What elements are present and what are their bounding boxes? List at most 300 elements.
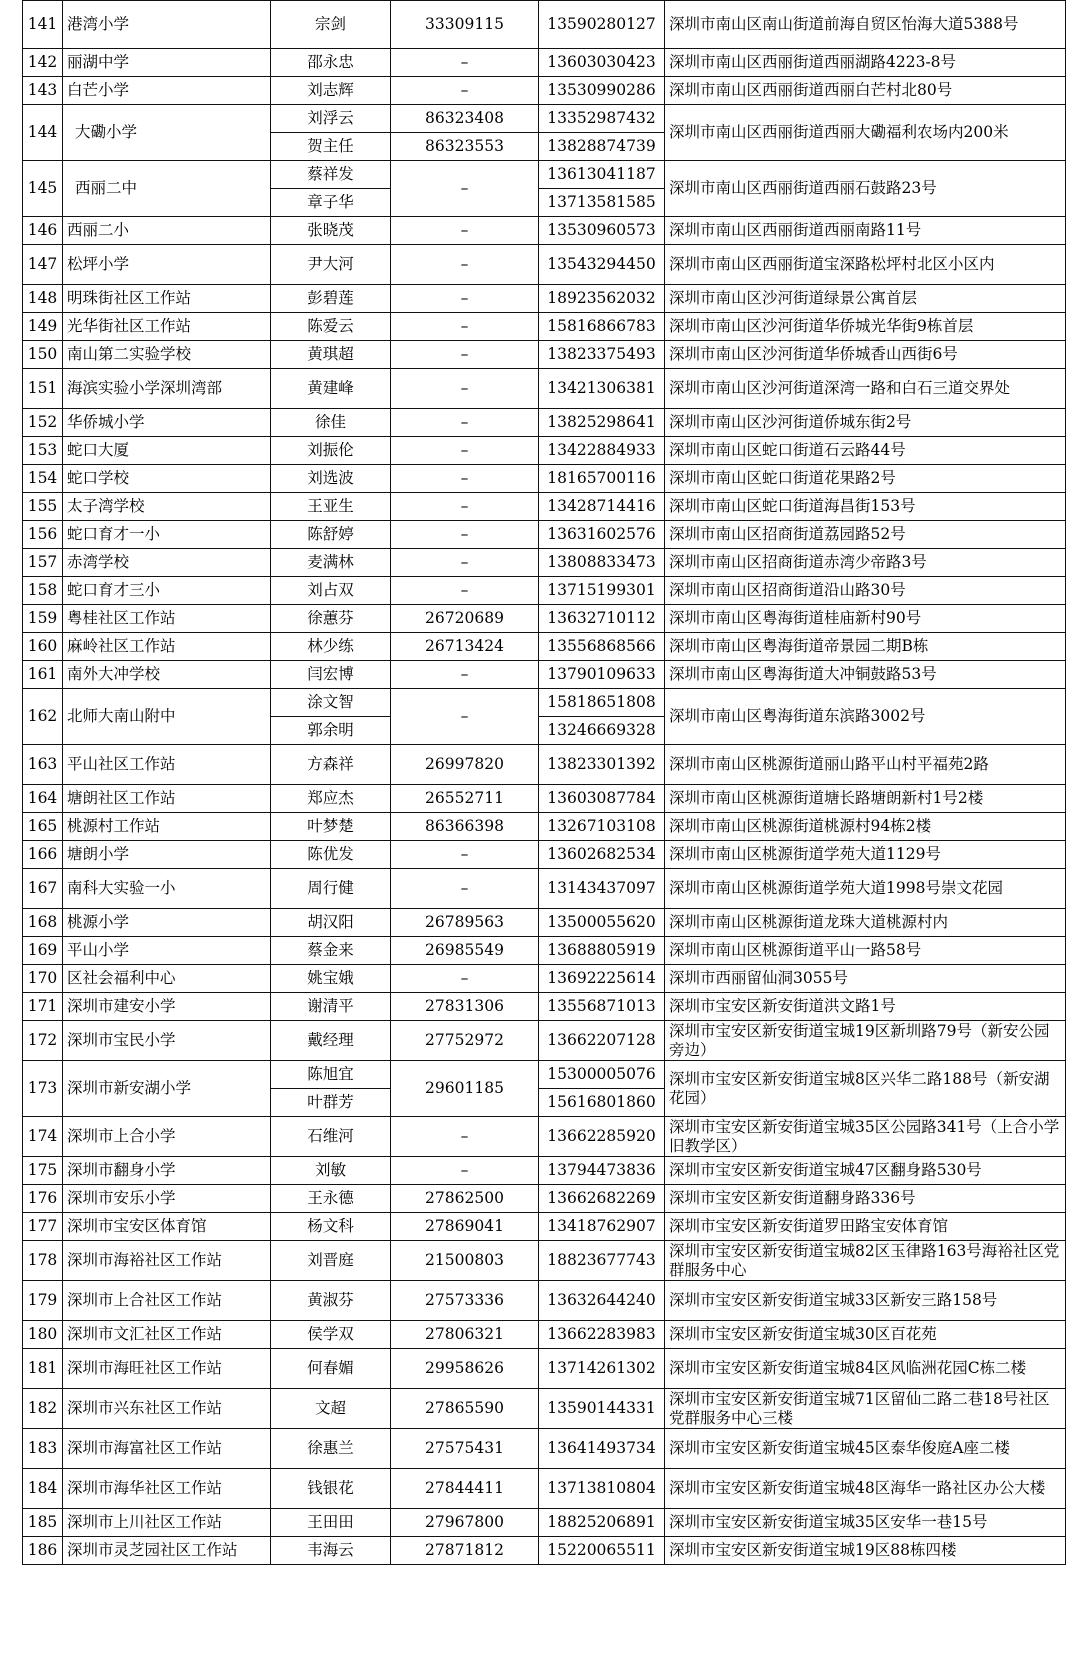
table-row [23,1213,1066,1241]
unit-name: 区社会福利中心 [63,965,271,993]
row-number: 175 [23,1157,63,1185]
unit-name: 塘朗小学 [63,841,271,869]
office-phone: – [391,661,539,689]
contact-person: 刘敏 [271,1157,391,1185]
unit-name: 光华街社区工作站 [63,313,271,341]
office-phone: 29601185 [391,1061,539,1117]
row-number: 142 [23,49,63,77]
mobile-phone: 13662285920 [539,1117,665,1157]
mobile-phone: 18823677743 [539,1241,665,1281]
unit-name: 深圳市海旺社区工作站 [63,1349,271,1389]
contact-person: 黄淑芬 [271,1281,391,1321]
mobile-phone: 15818651808 [539,689,665,717]
row-number: 150 [23,341,63,369]
contact-person: 黄建峰 [271,369,391,409]
address: 深圳市南山区桃源街道塘长路塘朗新村1号2楼 [665,785,1066,813]
address: 深圳市南山区西丽街道西丽湖路4223-8号 [665,49,1066,77]
table-row [23,217,1066,245]
contact-person: 涂文智 [271,689,391,717]
mobile-phone: 13715199301 [539,577,665,605]
unit-name: 深圳市海华社区工作站 [63,1469,271,1509]
row-number: 147 [23,245,63,285]
table-row [23,465,1066,493]
row-number: 179 [23,1281,63,1321]
contact-person: 麦满林 [271,549,391,577]
address: 深圳市宝安区新安街道宝城35区公园路341号（上合小学旧教学区） [665,1117,1066,1157]
address: 深圳市南山区桃源街道平山一路58号 [665,937,1066,965]
office-phone: – [391,341,539,369]
row-number: 171 [23,993,63,1021]
contact-person: 陈旭宜 [271,1061,391,1089]
contact-table [22,0,1066,1565]
row-number: 182 [23,1389,63,1429]
table-row [23,369,1066,409]
unit-name: 桃源村工作站 [63,813,271,841]
contact-person: 贺主任 [271,133,391,161]
address: 深圳市南山区桃源街道桃源村94栋2楼 [665,813,1066,841]
unit-name: 深圳市建安小学 [63,993,271,1021]
table-row [23,1321,1066,1349]
mobile-phone: 13790109633 [539,661,665,689]
unit-name: 粤桂社区工作站 [63,605,271,633]
address: 深圳市南山区桃源街道龙珠大道桃源村内 [665,909,1066,937]
unit-name: 深圳市灵芝园社区工作站 [63,1537,271,1565]
office-phone: 26713424 [391,633,539,661]
mobile-phone: 13662207128 [539,1021,665,1061]
table-row [23,785,1066,813]
row-number: 173 [23,1061,63,1117]
office-phone: 26552711 [391,785,539,813]
address: 深圳市南山区粤海街道桂庙新村90号 [665,605,1066,633]
mobile-phone: 13713581585 [539,189,665,217]
mobile-phone: 13662283983 [539,1321,665,1349]
table-row [23,437,1066,465]
address: 深圳市宝安区新安街道宝城84区风临洲花园C栋二楼 [665,1349,1066,1389]
mobile-phone: 18825206891 [539,1509,665,1537]
row-number: 167 [23,869,63,909]
table-row [23,313,1066,341]
table-row [23,245,1066,285]
unit-name: 蛇口育才三小 [63,577,271,605]
row-number: 185 [23,1509,63,1537]
contact-person: 刘选波 [271,465,391,493]
mobile-phone: 13631602576 [539,521,665,549]
contact-person: 郭余明 [271,717,391,745]
table-row [23,993,1066,1021]
contact-person: 邵永忠 [271,49,391,77]
office-phone: 33309115 [391,1,539,49]
contact-person: 宗剑 [271,1,391,49]
address: 深圳市南山区粤海街道东滨路3002号 [665,689,1066,745]
row-number: 160 [23,633,63,661]
unit-name: 深圳市翻身小学 [63,1157,271,1185]
office-phone: – [391,841,539,869]
unit-name: 赤湾学校 [63,549,271,577]
mobile-phone: 13714261302 [539,1349,665,1389]
unit-name: 北师大南山附中 [63,689,271,745]
mobile-phone: 13500055620 [539,909,665,937]
mobile-phone: 15220065511 [539,1537,665,1565]
contact-person: 徐佳 [271,409,391,437]
contact-person: 徐惠兰 [271,1429,391,1469]
address: 深圳市宝安区新安街道宝城19区88栋四楼 [665,1537,1066,1565]
table-row [23,937,1066,965]
address: 深圳市南山区桃源街道学苑大道1129号 [665,841,1066,869]
row-number: 151 [23,369,63,409]
row-number: 164 [23,785,63,813]
office-phone: 27967800 [391,1509,539,1537]
mobile-phone: 13428714416 [539,493,665,521]
address: 深圳市南山区西丽街道西丽大磡福利农场内200米 [665,105,1066,161]
table-row [23,965,1066,993]
unit-name: 海滨实验小学深圳湾部 [63,369,271,409]
mobile-phone: 13825298641 [539,409,665,437]
address: 深圳市宝安区新安街道宝城19区新圳路79号（新安公园旁边） [665,1021,1066,1061]
address: 深圳市南山区招商街道沿山路30号 [665,577,1066,605]
table-row [23,1537,1066,1565]
unit-name: 蛇口学校 [63,465,271,493]
mobile-phone: 13543294450 [539,245,665,285]
mobile-phone: 13808833473 [539,549,665,577]
row-number: 184 [23,1469,63,1509]
address: 深圳市宝安区新安街道宝城48区海华一路社区办公大楼 [665,1469,1066,1509]
mobile-phone: 13632644240 [539,1281,665,1321]
address: 深圳市南山区南山街道前海自贸区怡海大道5388号 [665,1,1066,49]
table-row [23,49,1066,77]
row-number: 181 [23,1349,63,1389]
office-phone: 27806321 [391,1321,539,1349]
office-phone: – [391,465,539,493]
office-phone: – [391,369,539,409]
office-phone: 21500803 [391,1241,539,1281]
unit-name: 塘朗社区工作站 [63,785,271,813]
address: 深圳市宝安区新安街道宝城30区百花苑 [665,1321,1066,1349]
contact-person: 彭碧莲 [271,285,391,313]
office-phone: – [391,77,539,105]
address: 深圳市南山区沙河街道华侨城光华街9栋首层 [665,313,1066,341]
table-row [23,549,1066,577]
unit-name: 深圳市文汇社区工作站 [63,1321,271,1349]
office-phone: 27865590 [391,1389,539,1429]
table-row [23,341,1066,369]
mobile-phone: 13632710112 [539,605,665,633]
table-row [23,869,1066,909]
contact-person: 刘占双 [271,577,391,605]
office-phone: – [391,493,539,521]
office-phone: – [391,409,539,437]
row-number: 176 [23,1185,63,1213]
address: 深圳市宝安区新安街道宝城82区玉律路163号海裕社区党群服务中心 [665,1241,1066,1281]
mobile-phone: 13662682269 [539,1185,665,1213]
office-phone: 27869041 [391,1213,539,1241]
table-row [23,521,1066,549]
office-phone: – [391,313,539,341]
contact-person: 杨文科 [271,1213,391,1241]
row-number: 158 [23,577,63,605]
table-row [23,1429,1066,1469]
table-row [23,813,1066,841]
address: 深圳市南山区西丽街道西丽白芒村北80号 [665,77,1066,105]
mobile-phone: 13267103108 [539,813,665,841]
row-number: 183 [23,1429,63,1469]
mobile-phone: 13352987432 [539,105,665,133]
row-number: 168 [23,909,63,937]
unit-name: 西丽二小 [63,217,271,245]
address: 深圳市宝安区新安街道宝城35区安华一巷15号 [665,1509,1066,1537]
unit-name: 平山社区工作站 [63,745,271,785]
contact-person: 钱银花 [271,1469,391,1509]
address: 深圳市南山区桃源街道学苑大道1998号崇文花园 [665,869,1066,909]
mobile-phone: 13692225614 [539,965,665,993]
contact-person: 王永德 [271,1185,391,1213]
unit-name: 深圳市兴东社区工作站 [63,1389,271,1429]
office-phone: – [391,869,539,909]
contact-person: 方森祥 [271,745,391,785]
table-row [23,1,1066,49]
mobile-phone: 13422884933 [539,437,665,465]
contact-person: 郑应杰 [271,785,391,813]
table-row [23,77,1066,105]
contact-person: 叶群芳 [271,1089,391,1117]
mobile-phone: 13421306381 [539,369,665,409]
mobile-phone: 13713810804 [539,1469,665,1509]
mobile-phone: 15300005076 [539,1061,665,1089]
office-phone: – [391,1157,539,1185]
table-row [23,633,1066,661]
table-row [23,1469,1066,1509]
mobile-phone: 13590144331 [539,1389,665,1429]
address: 深圳市南山区沙河街道绿景公寓首层 [665,285,1066,313]
contact-person: 刘浮云 [271,105,391,133]
unit-name: 深圳市上合社区工作站 [63,1281,271,1321]
unit-name: 大磡小学 [63,105,271,161]
unit-name: 麻岭社区工作站 [63,633,271,661]
table-row [23,841,1066,869]
row-number: 174 [23,1117,63,1157]
table-row [23,605,1066,633]
contact-person: 刘晋庭 [271,1241,391,1281]
contact-person: 蔡金来 [271,937,391,965]
contact-person: 黄琪超 [271,341,391,369]
row-number: 186 [23,1537,63,1565]
table-row [23,161,1066,189]
table-row [23,661,1066,689]
address: 深圳市南山区蛇口街道花果路2号 [665,465,1066,493]
table-row [23,493,1066,521]
address: 深圳市宝安区新安街道宝城8区兴华二路188号（新安湖花园） [665,1061,1066,1117]
mobile-phone: 13418762907 [539,1213,665,1241]
mobile-phone: 13641493734 [539,1429,665,1469]
address: 深圳市宝安区新安街道翻身路336号 [665,1185,1066,1213]
office-phone: – [391,549,539,577]
contact-person: 陈舒婷 [271,521,391,549]
unit-name: 太子湾学校 [63,493,271,521]
mobile-phone: 13603087784 [539,785,665,813]
mobile-phone: 13556871013 [539,993,665,1021]
unit-name: 深圳市上川社区工作站 [63,1509,271,1537]
unit-name: 深圳市宝安区体育馆 [63,1213,271,1241]
unit-name: 平山小学 [63,937,271,965]
address: 深圳市南山区西丽街道西丽南路11号 [665,217,1066,245]
office-phone: 86323553 [391,133,539,161]
office-phone: 86366398 [391,813,539,841]
row-number: 143 [23,77,63,105]
table-row [23,909,1066,937]
contact-person: 章子华 [271,189,391,217]
office-phone: 27573336 [391,1281,539,1321]
contact-person: 刘振伦 [271,437,391,465]
row-number: 152 [23,409,63,437]
row-number: 162 [23,689,63,745]
unit-name: 南科大实验一小 [63,869,271,909]
office-phone: – [391,1117,539,1157]
unit-name: 深圳市安乐小学 [63,1185,271,1213]
row-number: 145 [23,161,63,217]
row-number: 178 [23,1241,63,1281]
unit-name: 西丽二中 [63,161,271,217]
contact-person: 王田田 [271,1509,391,1537]
office-phone: 26720689 [391,605,539,633]
mobile-phone: 13688805919 [539,937,665,965]
mobile-phone: 15616801860 [539,1089,665,1117]
mobile-phone: 18165700116 [539,465,665,493]
table-body [23,1,1066,1565]
unit-name: 深圳市新安湖小学 [63,1061,271,1117]
address: 深圳市宝安区新安街道罗田路宝安体育馆 [665,1213,1066,1241]
table-row [23,105,1066,133]
table-row [23,1241,1066,1281]
address: 深圳市南山区西丽街道西丽石鼓路23号 [665,161,1066,217]
office-phone: 27752972 [391,1021,539,1061]
mobile-phone: 13590280127 [539,1,665,49]
contact-person: 谢清平 [271,993,391,1021]
row-number: 177 [23,1213,63,1241]
address: 深圳市南山区粤海街道大冲铜鼓路53号 [665,661,1066,689]
mobile-phone: 13603030423 [539,49,665,77]
office-phone: – [391,965,539,993]
address: 深圳市宝安区新安街道宝城47区翻身路530号 [665,1157,1066,1185]
address: 深圳市西丽留仙洞3055号 [665,965,1066,993]
unit-name: 蛇口育才一小 [63,521,271,549]
row-number: 157 [23,549,63,577]
mobile-phone: 13530990286 [539,77,665,105]
row-number: 141 [23,1,63,49]
contact-person: 侯学双 [271,1321,391,1349]
contact-person: 周行健 [271,869,391,909]
contact-person: 徐蕙芬 [271,605,391,633]
address: 深圳市南山区蛇口街道海昌街153号 [665,493,1066,521]
office-phone: 27871812 [391,1537,539,1565]
address: 深圳市宝安区新安街道宝城45区泰华俊庭A座二楼 [665,1429,1066,1469]
office-phone: 26997820 [391,745,539,785]
office-phone: – [391,217,539,245]
address: 深圳市南山区桃源街道丽山路平山村平福苑2路 [665,745,1066,785]
row-number: 159 [23,605,63,633]
mobile-phone: 13823375493 [539,341,665,369]
table-row [23,1281,1066,1321]
row-number: 180 [23,1321,63,1349]
unit-name: 蛇口大厦 [63,437,271,465]
office-phone: 26789563 [391,909,539,937]
unit-name: 明珠街社区工作站 [63,285,271,313]
row-number: 163 [23,745,63,785]
mobile-phone: 15816866783 [539,313,665,341]
mobile-phone: 13530960573 [539,217,665,245]
contact-person: 刘志辉 [271,77,391,105]
contact-person: 叶梦楚 [271,813,391,841]
mobile-phone: 13613041187 [539,161,665,189]
contact-person: 胡汉阳 [271,909,391,937]
mobile-phone: 13602682534 [539,841,665,869]
mobile-phone: 13794473836 [539,1157,665,1185]
address: 深圳市南山区西丽街道宝深路松坪村北区小区内 [665,245,1066,285]
mobile-phone: 13246669328 [539,717,665,745]
contact-person: 张晓茂 [271,217,391,245]
contact-person: 蔡祥发 [271,161,391,189]
table-row [23,1509,1066,1537]
contact-person: 王亚生 [271,493,391,521]
unit-name: 港湾小学 [63,1,271,49]
contact-person: 姚宝娥 [271,965,391,993]
unit-name: 南外大冲学校 [63,661,271,689]
contact-person: 林少练 [271,633,391,661]
unit-name: 丽湖中学 [63,49,271,77]
row-number: 153 [23,437,63,465]
office-phone: – [391,49,539,77]
unit-name: 华侨城小学 [63,409,271,437]
mobile-phone: 13823301392 [539,745,665,785]
unit-name: 松坪小学 [63,245,271,285]
office-phone: 27575431 [391,1429,539,1469]
address: 深圳市南山区沙河街道侨城东街2号 [665,409,1066,437]
row-number: 148 [23,285,63,313]
row-number: 172 [23,1021,63,1061]
address: 深圳市南山区招商街道荔园路52号 [665,521,1066,549]
address: 深圳市宝安区新安街道洪文路1号 [665,993,1066,1021]
table-row [23,1185,1066,1213]
row-number: 161 [23,661,63,689]
table-row [23,409,1066,437]
office-phone: – [391,245,539,285]
office-phone: – [391,521,539,549]
address: 深圳市南山区蛇口街道石云路44号 [665,437,1066,465]
office-phone: – [391,437,539,465]
row-number: 144 [23,105,63,161]
table-row [23,1021,1066,1061]
mobile-phone: 13828874739 [539,133,665,161]
row-number: 169 [23,937,63,965]
table-row [23,1389,1066,1429]
unit-name: 深圳市上合小学 [63,1117,271,1157]
row-number: 165 [23,813,63,841]
unit-name: 深圳市海裕社区工作站 [63,1241,271,1281]
mobile-phone: 13556868566 [539,633,665,661]
office-phone: – [391,577,539,605]
contact-person: 何春媚 [271,1349,391,1389]
table-row [23,1117,1066,1157]
office-phone: 27862500 [391,1185,539,1213]
row-number: 154 [23,465,63,493]
contact-person: 戴经理 [271,1021,391,1061]
table-row [23,1349,1066,1389]
unit-name: 白芒小学 [63,77,271,105]
address: 深圳市宝安区新安街道宝城33区新安三路158号 [665,1281,1066,1321]
office-phone: 27831306 [391,993,539,1021]
office-phone: 86323408 [391,105,539,133]
row-number: 149 [23,313,63,341]
address: 深圳市宝安区新安街道宝城71区留仙二路二巷18号社区党群服务中心三楼 [665,1389,1066,1429]
row-number: 155 [23,493,63,521]
